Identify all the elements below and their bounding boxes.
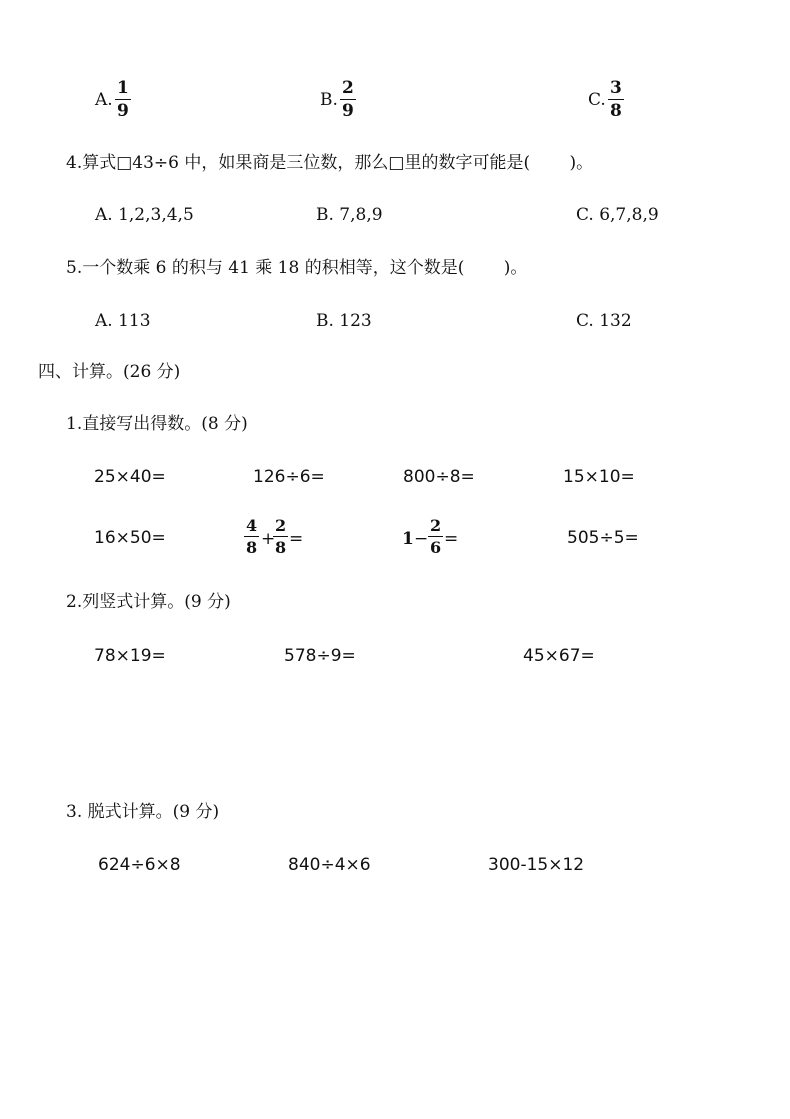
question-4-option-b: B. 7,8,9 xyxy=(316,205,383,225)
question-5-stem: 5.一个数乘 6 的积与 41 乘 18 的积相等，这个数是( )。 xyxy=(66,258,528,278)
fraction-2-8: $\frac{2}{8}$ xyxy=(275,516,287,557)
equals-sign: = xyxy=(444,529,459,549)
part-2-title: 2.列竖式计算。(9 分) xyxy=(66,592,231,612)
question-5-option-b: B. 123 xyxy=(316,311,372,331)
vertical-calc-1: 78×19= xyxy=(94,646,166,666)
q3-option-c-letter: C. xyxy=(588,90,606,110)
equals-sign: = xyxy=(289,529,304,549)
question-4-option-a: A. 1,2,3,4,5 xyxy=(95,205,194,225)
q3-option-c-fraction: $\frac{3}{8}$ xyxy=(610,78,622,121)
plus-sign: + xyxy=(261,529,276,549)
q3-option-a-fraction: $\frac{1}{9}$ xyxy=(117,78,129,121)
oral-calc-1: 25×40= xyxy=(94,467,166,487)
q3-option-a-letter: A. xyxy=(95,90,113,110)
fraction-2-6: $\frac{2}{6}$ xyxy=(430,516,442,557)
question-5-option-c: C. 132 xyxy=(576,311,632,331)
stepwise-calc-3: 300-15×12 xyxy=(488,855,585,875)
stepwise-calc-1: 624÷6×8 xyxy=(98,855,181,875)
vertical-calc-3: 45×67= xyxy=(523,646,595,666)
oral-calc-5: 16×50= xyxy=(94,528,166,548)
q3-option-b-letter: B. xyxy=(320,90,338,110)
question-4-stem: 4.算式□43÷6 中，如果商是三位数，那么□里的数字可能是( )。 xyxy=(66,153,594,173)
part-1-title: 1.直接写出得数。(8 分) xyxy=(66,414,248,434)
q3-option-b-fraction: $\frac{2}{9}$ xyxy=(342,78,354,121)
oral-calc-8: 505÷5= xyxy=(567,528,639,548)
oral-calc-3: 800÷8= xyxy=(403,467,475,487)
whole-one: 1 xyxy=(402,529,414,549)
stepwise-calc-2: 840÷4×6 xyxy=(288,855,371,875)
part-3-title: 3. 脱式计算。(9 分) xyxy=(66,802,220,822)
fraction-4-8: $\frac{4}{8}$ xyxy=(246,516,258,557)
minus-sign: − xyxy=(414,529,429,549)
oral-calc-4: 15×10= xyxy=(563,467,635,487)
oral-calc-2: 126÷6= xyxy=(253,467,325,487)
question-4-option-c: C. 6,7,8,9 xyxy=(576,205,659,225)
vertical-calc-2: 578÷9= xyxy=(284,646,356,666)
question-5-option-a: A. 113 xyxy=(95,311,151,331)
section-4-title: 四、计算。(26 分) xyxy=(38,362,181,382)
